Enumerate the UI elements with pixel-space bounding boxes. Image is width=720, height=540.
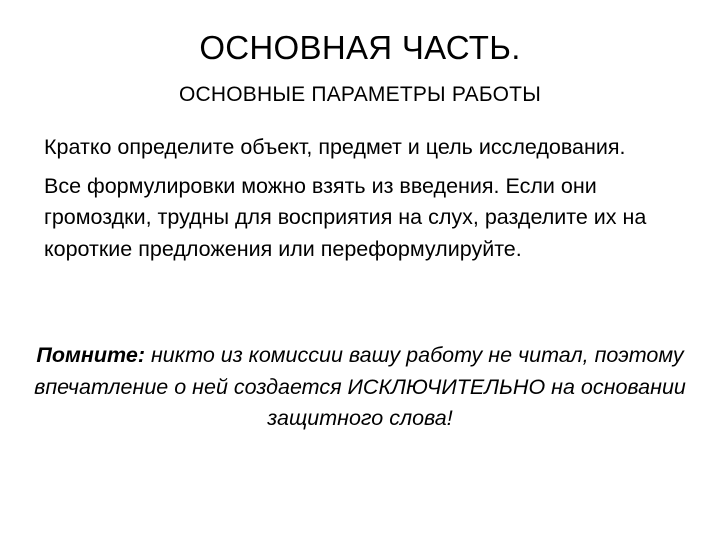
reminder-note — [30, 340, 690, 435]
reminder-text: никто из комиссии вашу работу не читал, поэтому впечатление о ней создается ИСКЛЮЧИТЕЛЬНО на основании защитного слова! — [34, 343, 686, 430]
paragraph-objective: Кратко определите объект, предмет и цель исследования. — [44, 135, 626, 159]
slide-title: ОСНОВНАЯ ЧАСТЬ. — [199, 29, 521, 66]
reminder-label: Помните: — [36, 343, 145, 367]
slide-subtitle: ОСНОВНЫЕ ПАРАМЕТРЫ РАБОТЫ — [179, 83, 541, 106]
body-text — [44, 132, 694, 272]
paragraph-formulations: Все формулировки можно взять из введения. Если они громоздки, трудны для восприятия на слух, разделите их на короткие предложения или переформулируйте. — [44, 173, 647, 261]
